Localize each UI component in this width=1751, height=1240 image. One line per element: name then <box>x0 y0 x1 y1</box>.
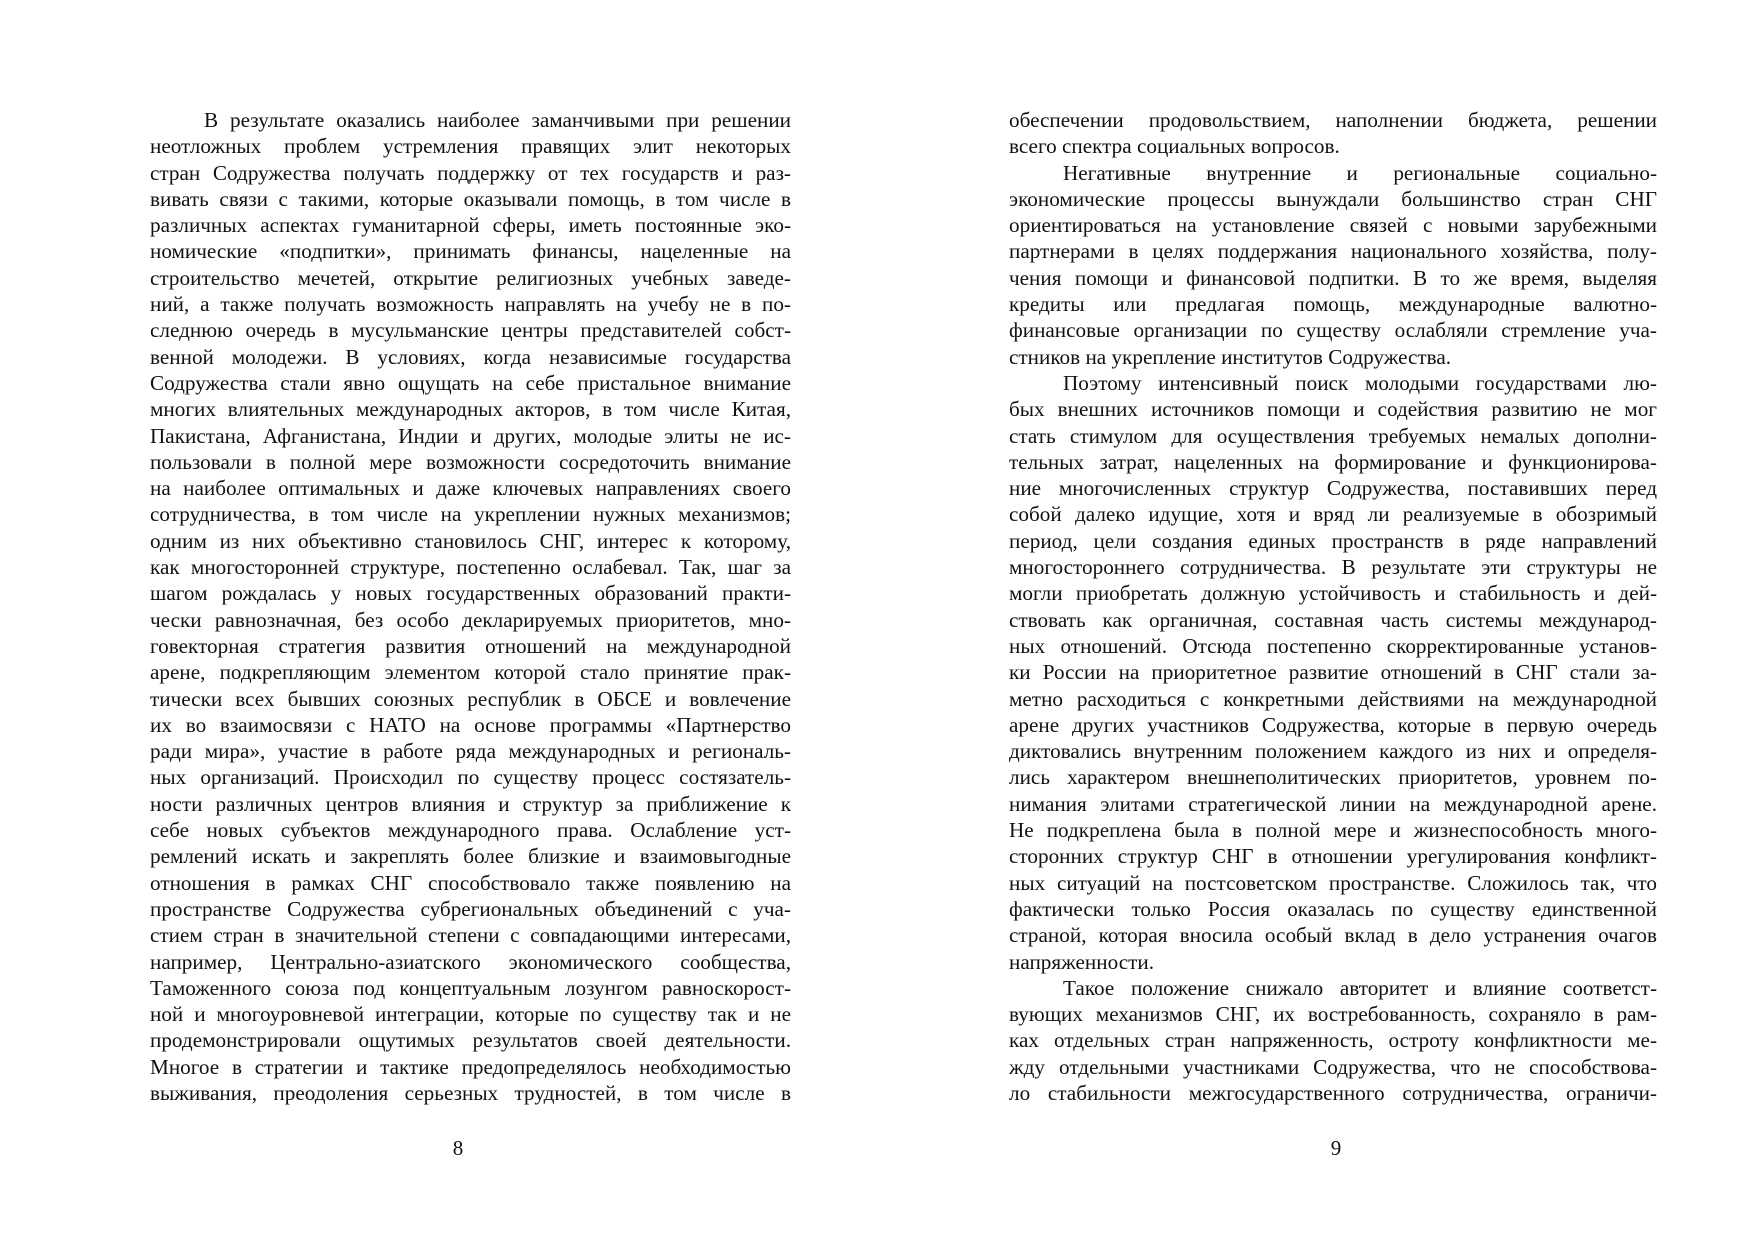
text-line: венной молодежи. В условиях, когда независимые государства <box>150 344 791 369</box>
text-line: ных ситуаций на постсоветском пространстве. Сложилось так, что <box>1009 870 1657 895</box>
text-line: метно расходиться с конкретными действиями на международной <box>1009 686 1657 711</box>
text-line: могли приобретать должную устойчивость и стабильность и дей- <box>1009 581 1657 606</box>
text-line: лись характером внешнеполитических приоритетов, уровнем по- <box>1009 765 1657 790</box>
text-line: арене, подкрепляющим элементом которой стало принятие прак- <box>150 660 791 685</box>
text-line: диктовались внутренним положением каждого из них и определя- <box>1009 739 1657 764</box>
text-line: стников на укрепление институтов Содружества. <box>1009 344 1452 369</box>
text-line: сотрудничества, в том числе на укреплении нужных механизмов; <box>150 502 791 527</box>
text-line: стать стимулом для осуществления требуемых немалых дополни- <box>1009 423 1657 448</box>
right-page <box>875 0 1751 1240</box>
text-line: как многосторонней структуре, постепенно ослабевал. Так, шаг за <box>150 555 791 580</box>
text-line: многостороннего сотрудничества. В результате эти структуры не <box>1009 555 1657 580</box>
text-line: Содружества стали явно ощущать на себе пристальное внимание <box>150 370 791 395</box>
text-line: на наиболее оптимальных и даже ключевых направлениях своего <box>150 476 791 501</box>
page-number: 8 <box>452 1136 464 1160</box>
text-line: например, Центрально-азиатского экономического сообщества, <box>150 949 791 974</box>
text-line: всего спектра социальных вопросов. <box>1009 134 1340 159</box>
text-line: чески равнозначная, без особо декларируемых приоритетов, мно- <box>150 607 791 632</box>
text-line: ки России на приоритетное развитие отношений в СНГ стали за- <box>1009 660 1657 685</box>
text-line: выживания, преодоления серьезных трудностей, в том числе в <box>150 1080 791 1105</box>
text-line: неотложных проблем устремления правящих элит некоторых <box>150 134 791 159</box>
text-line: стран Содружества получать поддержку от тех государств и раз- <box>150 160 791 185</box>
text-line: нимания элитами стратегической линии на международной арене. <box>1009 791 1657 816</box>
right-page-text <box>1009 107 1657 1106</box>
text-line: ло стабильности межгосударственного сотрудничества, ограничи- <box>1009 1080 1657 1105</box>
text-line: себе новых субъектов международного права. Ослабление уст- <box>150 818 791 843</box>
text-line: бых внешних источников помощи и содействия развитию не мог <box>1009 397 1657 422</box>
text-line: строительство мечетей, открытие религиозных учебных заведе- <box>150 265 791 290</box>
text-line: ради мира», участие в работе ряда международных и региональ- <box>150 739 791 764</box>
text-line: вивать связи с такими, которые оказывали помощь, в том числе в <box>150 186 791 211</box>
text-line: тельных затрат, нацеленных на формирование и функционирова- <box>1009 449 1657 474</box>
text-line: следнюю очередь в мусульманские центры представителей собст- <box>150 318 791 343</box>
text-line: различных аспектах гуманитарной сферы, иметь постоянные эко- <box>150 213 791 238</box>
text-line: номические «подпитки», принимать финансы, нацеленные на <box>150 239 791 264</box>
text-line: напряженности. <box>1009 949 1155 974</box>
text-line: продемонстрировали ощутимых результатов своей деятельности. <box>150 1028 791 1053</box>
text-line: Поэтому интенсивный поиск молодыми государствами лю- <box>1063 370 1657 395</box>
text-line: Такое положение снижало авторитет и влияние соответст- <box>1063 975 1657 1000</box>
text-line: арене других участников Содружества, которые в первую очередь <box>1009 712 1657 737</box>
text-line: обеспечении продовольствием, наполнении бюджета, решении <box>1009 108 1657 132</box>
text-line: жду отдельными участниками Содружества, что не способствова- <box>1009 1054 1657 1079</box>
text-line: партнерами в целях поддержания национального хозяйства, полу- <box>1009 239 1657 264</box>
text-line: кредиты или предлагая помощь, международные валютно- <box>1009 292 1657 317</box>
text-line: Негативные внутренние и региональные социально- <box>1063 160 1657 185</box>
text-line: ности различных центров влияния и структур за приближение к <box>150 791 791 816</box>
text-line: пользовали в полной мере возможности сосредоточить внимание <box>150 449 791 474</box>
text-line: пространстве Содружества субрегиональных объединений с уча- <box>150 896 791 921</box>
text-line: страной, которая вносила особый вклад в дело устранения очагов <box>1009 923 1657 948</box>
text-line: ориентироваться на установление связей с новыми зарубежными <box>1009 213 1657 238</box>
text-line: вующих механизмов СНГ, их востребованность, сохраняло в рам- <box>1009 1002 1657 1027</box>
text-line: Таможенного союза под концептуальным лозунгом равноскорост- <box>150 975 791 1000</box>
text-line: сторонних структур СНГ в отношении урегулирования конфликт- <box>1009 844 1657 869</box>
text-line: ствовать как органичная, составная часть системы международ- <box>1009 607 1657 632</box>
text-line: ний, а также получать возможность направлять на учебу не в по- <box>150 292 791 317</box>
text-line: говекторная стратегия развития отношений на международной <box>150 633 791 658</box>
left-page-text <box>150 107 791 1106</box>
text-line: чения помощи и финансовой подпитки. В то же время, выделяя <box>1009 265 1657 290</box>
text-line: В результате оказались наиболее заманчивыми при решении <box>204 108 791 132</box>
text-line: их во взаимосвязи с НАТО на основе программы «Партнерство <box>150 712 791 737</box>
text-line: Пакистана, Афганистана, Индии и других, молодые элиты не ис- <box>150 423 791 448</box>
text-line: период, цели создания единых пространств в ряде направлений <box>1009 528 1657 553</box>
text-line: ной и многоуровневой интеграции, которые по существу так и не <box>150 1002 791 1027</box>
text-line: одним из них объективно становилось СНГ, интерес к которому, <box>150 528 791 553</box>
text-line: экономические процессы вынуждали большинство стран СНГ <box>1009 186 1657 211</box>
text-line: собой далеко идущие, хотя и вряд ли реализуемые в обозримый <box>1009 502 1657 527</box>
text-line: тически всех бывших союзных республик в ОБСЕ и вовлечение <box>150 686 791 711</box>
text-line: шагом рождалась у новых государственных образований практи- <box>150 581 791 606</box>
text-line: ках отдельных стран напряженность, остроту конфликтности ме- <box>1009 1028 1657 1053</box>
text-line: ние многочисленных структур Содружества, поставивших перед <box>1009 476 1657 501</box>
text-line: ных отношений. Отсюда постепенно скорректированные установ- <box>1009 633 1657 658</box>
left-page <box>0 0 875 1240</box>
text-line: фактически только Россия оказалась по существу единственной <box>1009 896 1657 921</box>
text-line: ных организаций. Происходил по существу процесс состязатель- <box>150 765 791 790</box>
text-line: ремлений искать и закреплять более близкие и взаимовыгодные <box>150 844 791 869</box>
text-line: Не подкреплена была в полной мере и жизнеспособность много- <box>1009 818 1657 843</box>
text-line: финансовые организации по существу ослабляли стремление уча- <box>1009 318 1657 343</box>
page-number: 9 <box>1330 1136 1342 1160</box>
text-line: отношения в рамках СНГ способствовало также появлению на <box>150 870 791 895</box>
text-line: многих влиятельных международных акторов, в том числе Китая, <box>150 397 791 422</box>
text-line: Многое в стратегии и тактике предопределялось необходимостью <box>150 1054 791 1079</box>
text-line: стием стран в значительной степени с совпадающими интересами, <box>150 923 791 948</box>
